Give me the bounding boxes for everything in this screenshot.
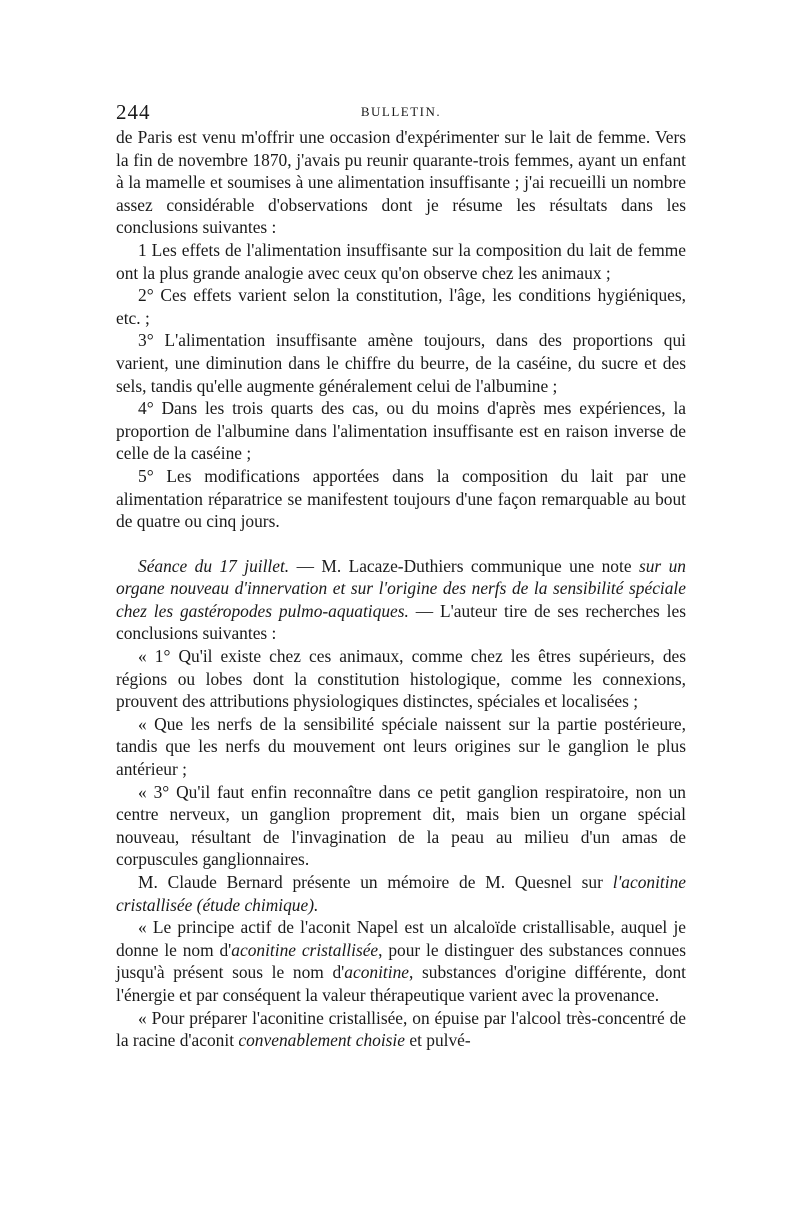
page-number: 244	[116, 100, 151, 124]
seance-paragraph	[116, 555, 686, 645]
note-title: sur un organe nouveau d'innervation et sur l'origine des nerfs de la sensibilité spéciale chez les gastéropodes pulmo-aquatiques.	[116, 555, 686, 621]
section-gap	[116, 533, 686, 555]
italic-term: aconitine cristallisée	[231, 939, 379, 960]
body-text	[116, 126, 686, 1052]
text-run: , pour le distinguer des substances connues jusqu'à présent sous le nom d'	[116, 939, 687, 983]
aconitine-paragraph	[116, 916, 686, 1006]
running-title: BULLETIN.	[360, 104, 442, 119]
text-run: , substances d'origine différente, dont l'énergie et par conséquent la valeur thérapeutique varient avec la provenance.	[116, 962, 686, 1005]
italic-term: convenablement choisie	[238, 1030, 405, 1051]
memoir-title: l'aconitine cristallisée (étude chimique).	[116, 872, 686, 915]
conclusion-item: « 3° Qu'il faut enfin reconnaître dans ce petit ganglion respiratoire, non un centre nerveux, un ganglion proprement dit, mais bien un organe spécial nouveau, résultant de l'invagination de la peau au milieu d'un amas de corpuscules ganglionnaires.	[116, 781, 686, 870]
text-run: « Le principe actif de l'aconit Napel est un alcaloïde cristallisable, auquel je donne le nom d'	[116, 917, 686, 960]
paragraph: 3° L'alimentation insuffisante amène toujours, dans des proportions qui varient, une diminution dans le chiffre du beurre, de la caséine, du sucre et des sels, tandis qu'elle augmente généralement celui de l'albumine ;	[116, 330, 686, 396]
text-run: « Pour préparer l'aconitine cristallisée, on épuise par l'alcool très-concentré de la racine d'aconit	[116, 1007, 686, 1051]
seance-outro: — L'auteur tire de ses recherches les conclusions suivantes :	[116, 600, 686, 644]
paragraph: 4° Dans les trois quarts des cas, ou du moins d'après mes expériences, la proportion de l'albumine dans l'alimentation insuffisante est en raison inverse de celle de la caséine ;	[116, 398, 686, 464]
italic-term: aconitine	[344, 962, 409, 983]
seance-date: Séance du 17 juillet.	[138, 555, 290, 576]
preparation-paragraph	[116, 1007, 686, 1052]
page-header	[116, 100, 686, 122]
paragraph: 1 Les effets de l'alimentation insuffisante sur la composition du lait de femme ont la plus grande analogie avec ceux qu'on observe chez les animaux ;	[116, 239, 686, 283]
conclusion-item: « 1° Qu'il existe chez ces animaux, comme chez les êtres supérieurs, des régions ou lobes dont la constitution histologique, comme les connexions, prouvent des attributions physiologiques distinctes, spéciales et localisées ;	[116, 646, 686, 712]
conclusion-item: « Que les nerfs de la sensibilité spéciale naissent sur la partie postérieure, tandis que les nerfs du mouvement ont leurs origines sur le ganglion le plus antérieur ;	[116, 713, 686, 780]
bernard-intro: M. Claude Bernard présente un mémoire de M. Quesnel sur	[138, 872, 613, 892]
paragraph: de Paris est venu m'offrir une occasion d'expérimenter sur le lait de femme. Vers la fin de novembre 1870, j'avais pu reunir quarante-trois femmes, ayant un enfant à la mamelle et soumises à une alimentation insuffisante ; j'ai recueilli un nombre assez considérable d'observations dont je résume les résultats dans les conclusions suivantes :	[116, 127, 686, 238]
seance-intro: — M. Lacaze-Duthiers communique une note	[289, 555, 639, 576]
bernard-paragraph	[116, 871, 686, 916]
paragraph: 5° Les modifications apportées dans la composition du lait par une alimentation réparatrice se manifestent toujours d'une façon remarquable au bout de quatre ou cinq jours.	[116, 465, 686, 532]
text-run: et pulvé-	[405, 1030, 471, 1051]
paragraph: 2° Ces effets varient selon la constitution, l'âge, les conditions hygiéniques, etc. ;	[116, 285, 686, 328]
